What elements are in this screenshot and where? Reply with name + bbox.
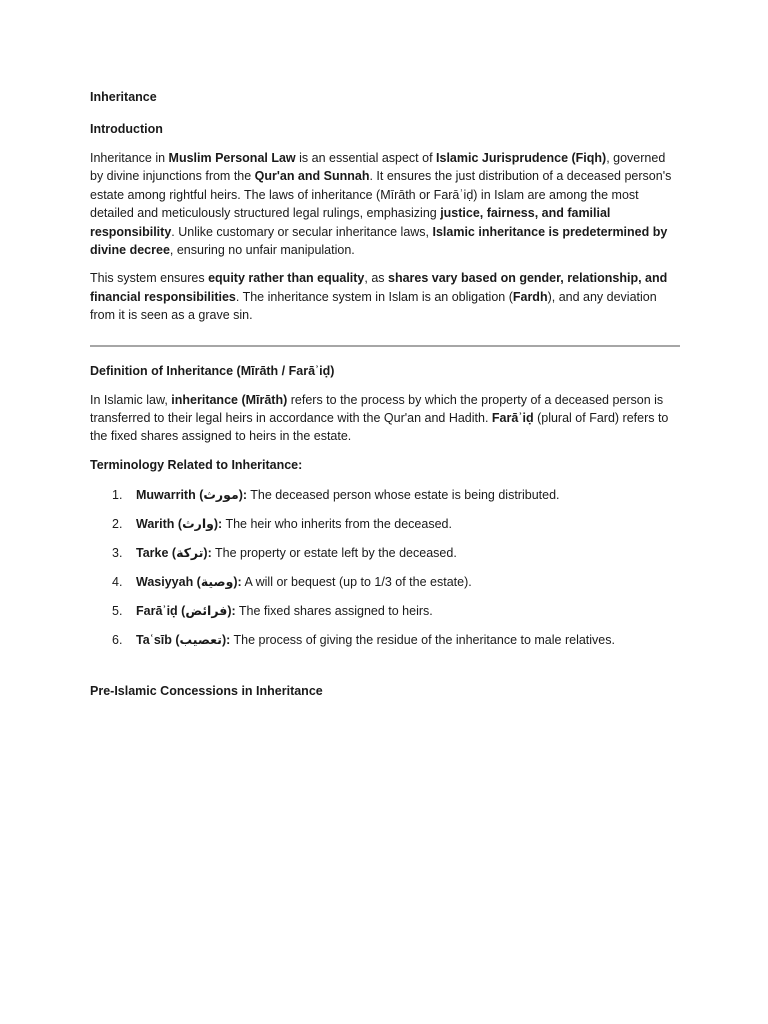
text-run: is an essential aspect of [295, 151, 437, 165]
definition-heading: Definition of Inheritance (Mīrāth / Farāʾiḍ) [90, 363, 335, 378]
introduction-paragraph-2 [90, 269, 680, 324]
terminology-list [90, 486, 680, 649]
list-item [90, 544, 680, 562]
horizontal-divider [90, 345, 680, 347]
list-item-number: 6. [112, 632, 123, 647]
bold-phrase: equity rather than equality [208, 271, 365, 286]
list-item-term: Tarke (تركة): [136, 545, 212, 560]
text-run: In Islamic law, [90, 392, 172, 407]
list-item-number: 2. [112, 516, 123, 531]
introduction-heading: Introduction [90, 122, 163, 136]
text-run: , ensuring no unfair manipulation. [169, 243, 355, 258]
introduction-paragraph-1 [90, 149, 680, 259]
pre-islamic-heading: Pre-Islamic Concessions in Inheritance [90, 683, 323, 698]
list-item-number: 1. [112, 487, 123, 502]
text-run: , as [364, 271, 388, 286]
list-item-description: The property or estate left by the deceased. [211, 545, 457, 560]
list-item-term: Farāʾiḍ (فرائض): [136, 603, 236, 618]
text-run: . Unlike customary or secular inheritance laws, [171, 224, 433, 239]
bold-phrase: Islamic inheritance is predetermined by divine decree [90, 224, 668, 258]
text-run: . The inheritance system in Islam is an obligation ( [235, 289, 513, 304]
document-title: Inheritance [90, 90, 157, 104]
text-run: refers to the process by which the property of a deceased person is transferred to their legal heirs in accordance with the Qur'an and Hadith. [90, 392, 664, 426]
list-item-term: Warith (وارث): [136, 516, 223, 531]
list-item-term: Wasiyyah (وصية): [136, 574, 242, 589]
bold-phrase: shares vary based on gender, relationship, and financial responsibilities [90, 271, 668, 304]
list-item [90, 573, 680, 591]
bold-phrase: Qur'an and Sunnah [254, 169, 370, 184]
bold-phrase: Fardh [512, 289, 548, 304]
list-item-number: 5. [112, 603, 123, 618]
list-item-term: Taʿsīb (تعصيب): [136, 632, 231, 647]
bold-phrase: Islamic Jurisprudence (Fiqh) [436, 151, 607, 165]
list-item-description: The heir who inherits from the deceased. [222, 516, 452, 531]
bold-phrase: Farāʾiḍ [491, 411, 534, 426]
list-item [90, 486, 680, 504]
list-item-number: 3. [112, 545, 123, 560]
text-run: ), and any deviation from it is seen as a grave sin. [90, 289, 657, 323]
list-item-term: Muwarrith (مورث): [136, 487, 248, 502]
bold-phrase: justice, fairness, and familial responsibility [90, 206, 611, 239]
terminology-heading: Terminology Related to Inheritance: [90, 457, 303, 472]
text-run: . It ensures the just distribution of a deceased person's estate among rightful heirs. The laws of inheritance (Mīrāth or Farāʾiḍ) in Islam are among the most detailed and meticulously structured legal rulings, emphasizing [90, 169, 672, 221]
bold-phrase: Muslim Personal Law [168, 151, 296, 165]
list-item-description: The deceased person whose estate is being distributed. [247, 487, 560, 502]
text-run: , governed by divine injunctions from the [90, 151, 666, 184]
list-item-description: A will or bequest (up to 1/3 of the estate). [241, 574, 472, 589]
bold-phrase: inheritance (Mīrāth) [171, 392, 288, 407]
document-page [90, 88, 680, 711]
text-run: (plural of Fard) refers to the fixed shares assigned to heirs in the estate. [90, 411, 669, 444]
list-item [90, 515, 680, 533]
list-item-description: The fixed shares assigned to heirs. [235, 603, 433, 618]
list-item-description: The process of giving the residue of the inheritance to male relatives. [230, 632, 615, 647]
definition-paragraph [90, 391, 680, 446]
text-run: This system ensures [90, 271, 209, 286]
list-item [90, 631, 680, 649]
text-run: Inheritance in [90, 151, 169, 165]
list-item [90, 602, 680, 620]
list-item-number: 4. [112, 574, 123, 589]
